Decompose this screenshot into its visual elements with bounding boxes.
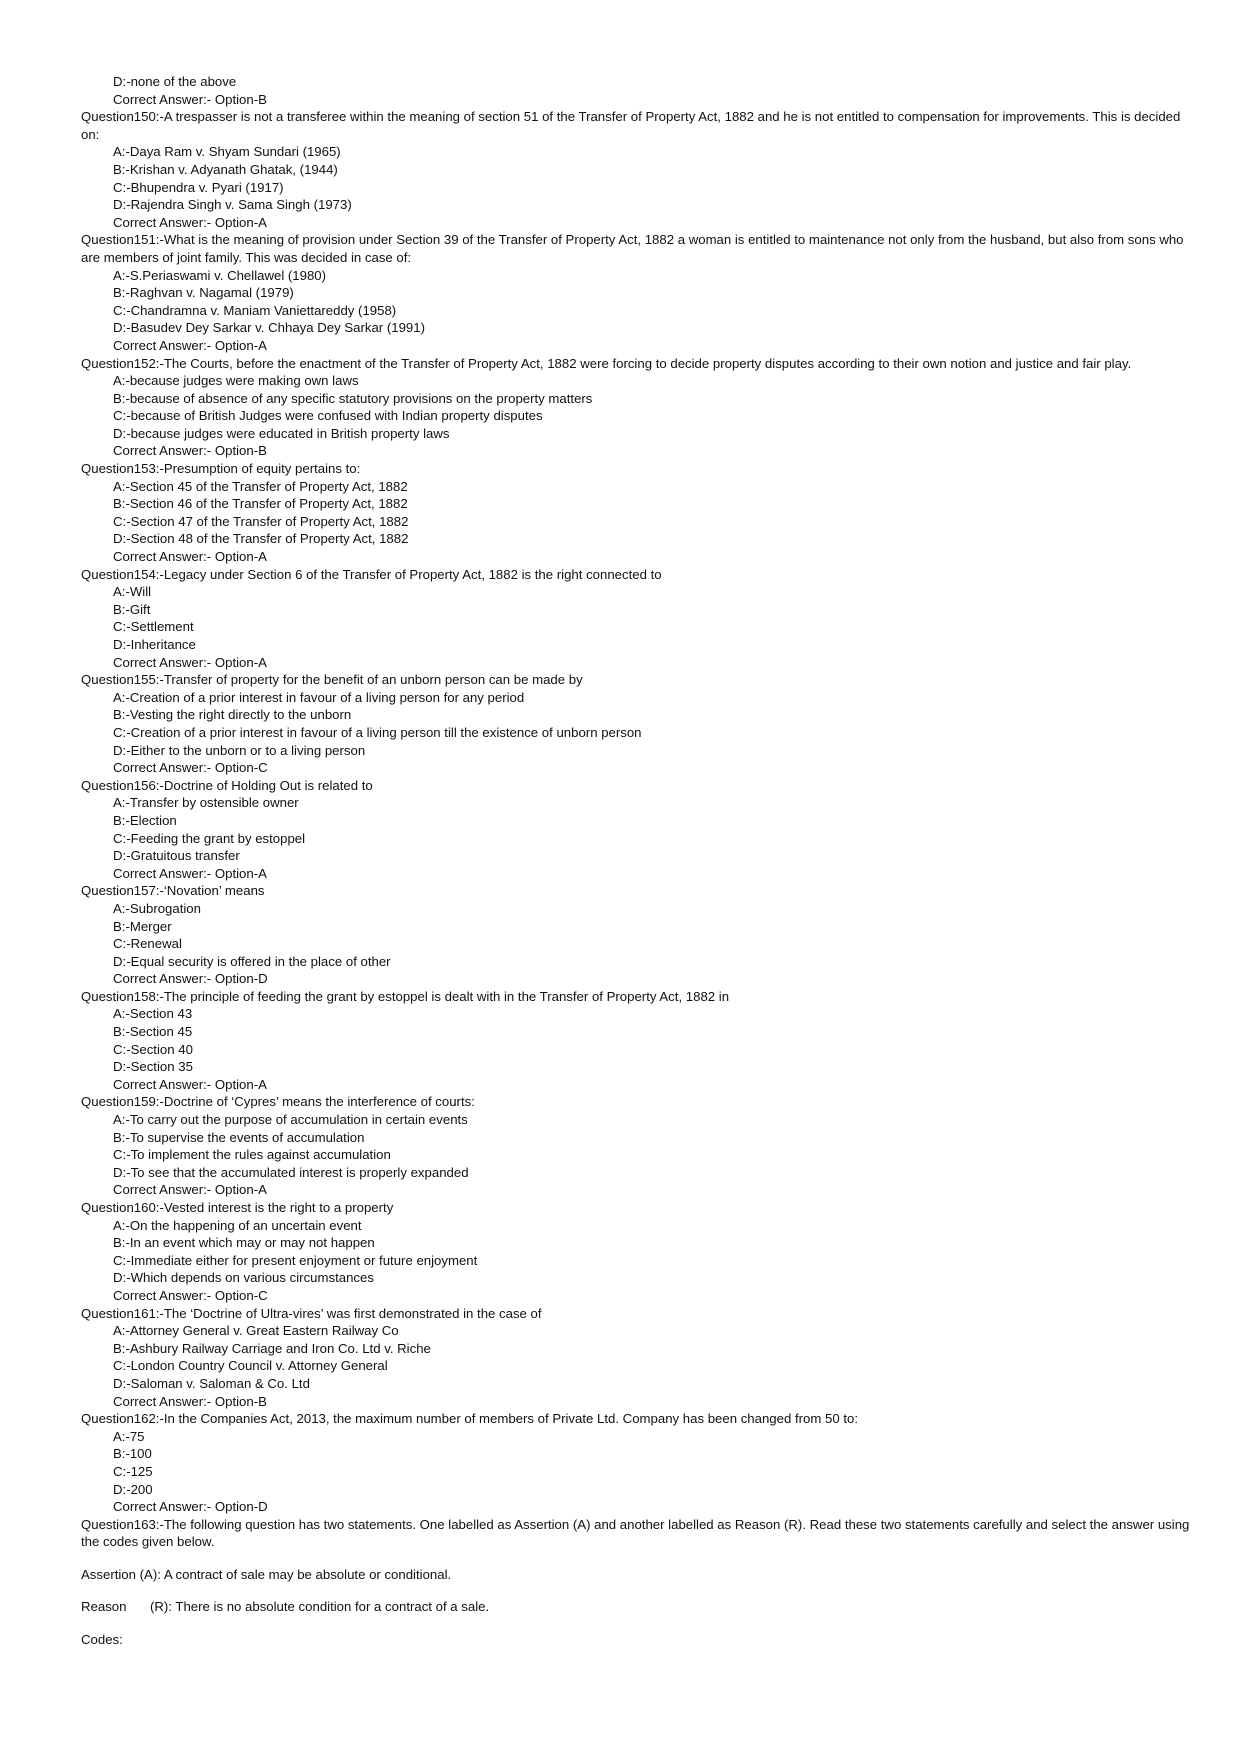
answer-option: C:-125 (113, 1463, 153, 1479)
answer-option: C:-Settlement (113, 619, 194, 635)
question-text: Question154:-Legacy under Section 6 of the Transfer of Property Act, 1882 is the right connected to (81, 566, 662, 582)
answer-option: B:-Election (113, 812, 177, 828)
correct-answer: Correct Answer:- Option-C (113, 760, 268, 776)
answer-option: A:-S.Periaswami v. Chellawel (1980) (113, 267, 327, 283)
answer-option: A:-To carry out the purpose of accumulation in certain events (113, 1112, 468, 1128)
answer-option: B:-Ashbury Railway Carriage and Iron Co. Ltd v. Riche (113, 1340, 431, 1356)
question-block (0, 671, 1241, 777)
question-text: Question150:-A trespasser is not a transferee within the meaning of section 51 of the Transfer of Property Act, 1882 and he is not entitled to compensation for improvements. This is decided on: (81, 109, 1181, 142)
answer-option: A:-Section 45 of the Transfer of Property Act, 1882 (113, 478, 408, 494)
answer-option: D:-Saloman v. Saloman & Co. Ltd (113, 1375, 310, 1391)
correct-answer: Correct Answer:- Option-D (113, 971, 268, 987)
answer-option: A:-Attorney General v. Great Eastern Railway Co (113, 1323, 399, 1339)
answer-option: D:-To see that the accumulated interest is properly expanded (113, 1164, 469, 1180)
answer-option: C:-Feeding the grant by estoppel (113, 830, 306, 846)
reason-label: Reason (81, 1599, 127, 1615)
answer-option: D:-Section 48 of the Transfer of Property Act, 1882 (113, 531, 409, 547)
question-text: Question158:-The principle of feeding the grant by estoppel is dealt with in the Transfer of Property Act, 1882 in (81, 988, 730, 1004)
question-text: Question155:-Transfer of property for the benefit of an unborn person can be made by (81, 672, 583, 688)
question-list (0, 108, 1241, 1516)
answer-option: D:-Section 35 (113, 1059, 193, 1075)
answer-option: C:-because of British Judges were confused with Indian property disputes (113, 408, 543, 424)
question-block (0, 1410, 1241, 1516)
answer-option: D:-Equal security is offered in the place of other (113, 953, 391, 969)
correct-answer: Correct Answer:- Option-A (113, 1182, 267, 1198)
answer-option: C:-Renewal (113, 936, 182, 952)
correct-answer: Correct Answer:- Option-A (113, 865, 267, 881)
answer-option: B:-Section 45 (113, 1024, 193, 1040)
correct-answer: Correct Answer:- Option-A (113, 549, 267, 565)
codes-label: Codes: (81, 1632, 123, 1648)
correct-answer: Correct Answer:- Option-A (113, 337, 267, 353)
answer-option: D:-Gratuitous transfer (113, 848, 240, 864)
answer-option: B:-Raghvan v. Nagamal (1979) (113, 285, 294, 301)
question-163: Question163:-The following question has two statements. One labelled as Assertion (A) and another labelled as Reason (R). Read these two statements carefully and select the answer using the codes given below. (81, 1516, 1190, 1550)
question-text: Question156:-Doctrine of Holding Out is related to (81, 777, 373, 793)
correct-answer: Correct Answer:- Option-B (113, 91, 267, 107)
answer-option: C:-Creation of a prior interest in favour of a living person till the existence of unborn person (113, 724, 642, 740)
question-block (0, 566, 1241, 672)
question-block (0, 1305, 1241, 1411)
answer-option: C:-Section 47 of the Transfer of Property Act, 1882 (113, 513, 409, 529)
question-text: Question151:-What is the meaning of provision under Section 39 of the Transfer of Property Act, 1882 a woman is entitled to maintenance not only from the husband, but also from sons who are members of joint family. This was decided in case of: (81, 232, 1184, 265)
question-text: Question152:-The Courts, before the enactment of the Transfer of Property Act, 1882 were forcing to decide property disputes according to their own notion and justice and fair play. (81, 355, 1132, 371)
answer-option: C:-To implement the rules against accumulation (113, 1147, 391, 1163)
question-block (0, 231, 1241, 354)
correct-answer: Correct Answer:- Option-D (113, 1499, 268, 1515)
answer-option: B:-In an event which may or may not happen (113, 1235, 375, 1251)
option-d: D:-none of the above (113, 74, 237, 89)
answer-option: D:-Inheritance (113, 637, 196, 652)
answer-option: C:-Chandramna v. Maniam Vaniettareddy (1958) (113, 302, 397, 318)
question-text: Question157:-‘Novation’ means (81, 883, 265, 899)
question-text: Question161:-The ‘Doctrine of Ultra-vires’ was first demonstrated in the case of (81, 1305, 542, 1321)
answer-option: D:-200 (113, 1481, 153, 1497)
question-text: Question153:-Presumption of equity pertains to: (81, 461, 361, 477)
answer-option: A:-75 (113, 1428, 145, 1444)
answer-option: D:-because judges were educated in British property laws (113, 425, 450, 441)
question-text: Question159:-Doctrine of ‘Cypres’ means the interference of courts: (81, 1094, 475, 1110)
answer-option: A:-because judges were making own laws (113, 373, 359, 389)
answer-option: B:-Krishan v. Adyanath Ghatak, (1944) (113, 161, 338, 177)
reason-text: (R): There is no absolute condition for a contract of a sale. (150, 1599, 490, 1615)
answer-option: A:-Subrogation (113, 900, 201, 916)
answer-option: A:-Transfer by ostensible owner (113, 795, 299, 811)
answer-option: B:-Gift (113, 601, 151, 617)
answer-option: B:-100 (113, 1446, 152, 1462)
answer-option: C:-Bhupendra v. Pyari (1917) (113, 179, 284, 195)
answer-option: C:-London Country Council v. Attorney General (113, 1358, 388, 1374)
answer-option: A:-Will (113, 584, 152, 600)
answer-option: D:-Which depends on various circumstances (113, 1270, 374, 1286)
question-block (0, 460, 1241, 566)
question-block (0, 355, 1241, 461)
answer-option: A:-Creation of a prior interest in favour of a living person for any period (113, 689, 525, 705)
answer-option: D:-Rajendra Singh v. Sama Singh (1973) (113, 197, 352, 213)
question-text: Question160:-Vested interest is the right to a property (81, 1200, 394, 1215)
correct-answer: Correct Answer:- Option-A (113, 1076, 267, 1092)
answer-option: B:-Section 46 of the Transfer of Property Act, 1882 (113, 496, 408, 512)
correct-answer: Correct Answer:- Option-C (113, 1287, 268, 1303)
answer-option: B:-because of absence of any specific statutory provisions on the property matters (113, 390, 593, 406)
assertion-statement: Assertion (A): A contract of sale may be absolute or conditional. (81, 1566, 452, 1582)
question-block (0, 1093, 1241, 1199)
answer-option: A:-On the happening of an uncertain event (113, 1217, 362, 1233)
question-block (0, 777, 1241, 883)
answer-option: B:-Vesting the right directly to the unborn (113, 707, 352, 723)
correct-answer: Correct Answer:- Option-A (113, 654, 267, 670)
answer-option: B:-Merger (113, 918, 172, 934)
correct-answer: Correct Answer:- Option-A (113, 214, 267, 230)
question-block (0, 1199, 1241, 1305)
correct-answer: Correct Answer:- Option-B (113, 1393, 267, 1409)
answer-option: D:-Either to the unborn or to a living person (113, 742, 366, 758)
answer-option: A:-Daya Ram v. Shyam Sundari (1965) (113, 144, 341, 160)
answer-option: C:-Immediate either for present enjoyment or future enjoyment (113, 1252, 478, 1268)
answer-option: A:-Section 43 (113, 1006, 193, 1022)
correct-answer: Correct Answer:- Option-B (113, 443, 267, 459)
reason-statement (0, 1598, 1241, 1616)
question-block (0, 988, 1241, 1094)
answer-option: C:-Section 40 (113, 1041, 193, 1057)
question-block (0, 882, 1241, 988)
question-text: Question162:-In the Companies Act, 2013, the maximum number of members of Private Ltd. Company has been changed from 50 to: (81, 1411, 859, 1427)
question-block (0, 108, 1241, 231)
answer-option: B:-To supervise the events of accumulation (113, 1129, 365, 1145)
answer-option: D:-Basudev Dey Sarkar v. Chhaya Dey Sarkar (1991) (113, 320, 425, 336)
